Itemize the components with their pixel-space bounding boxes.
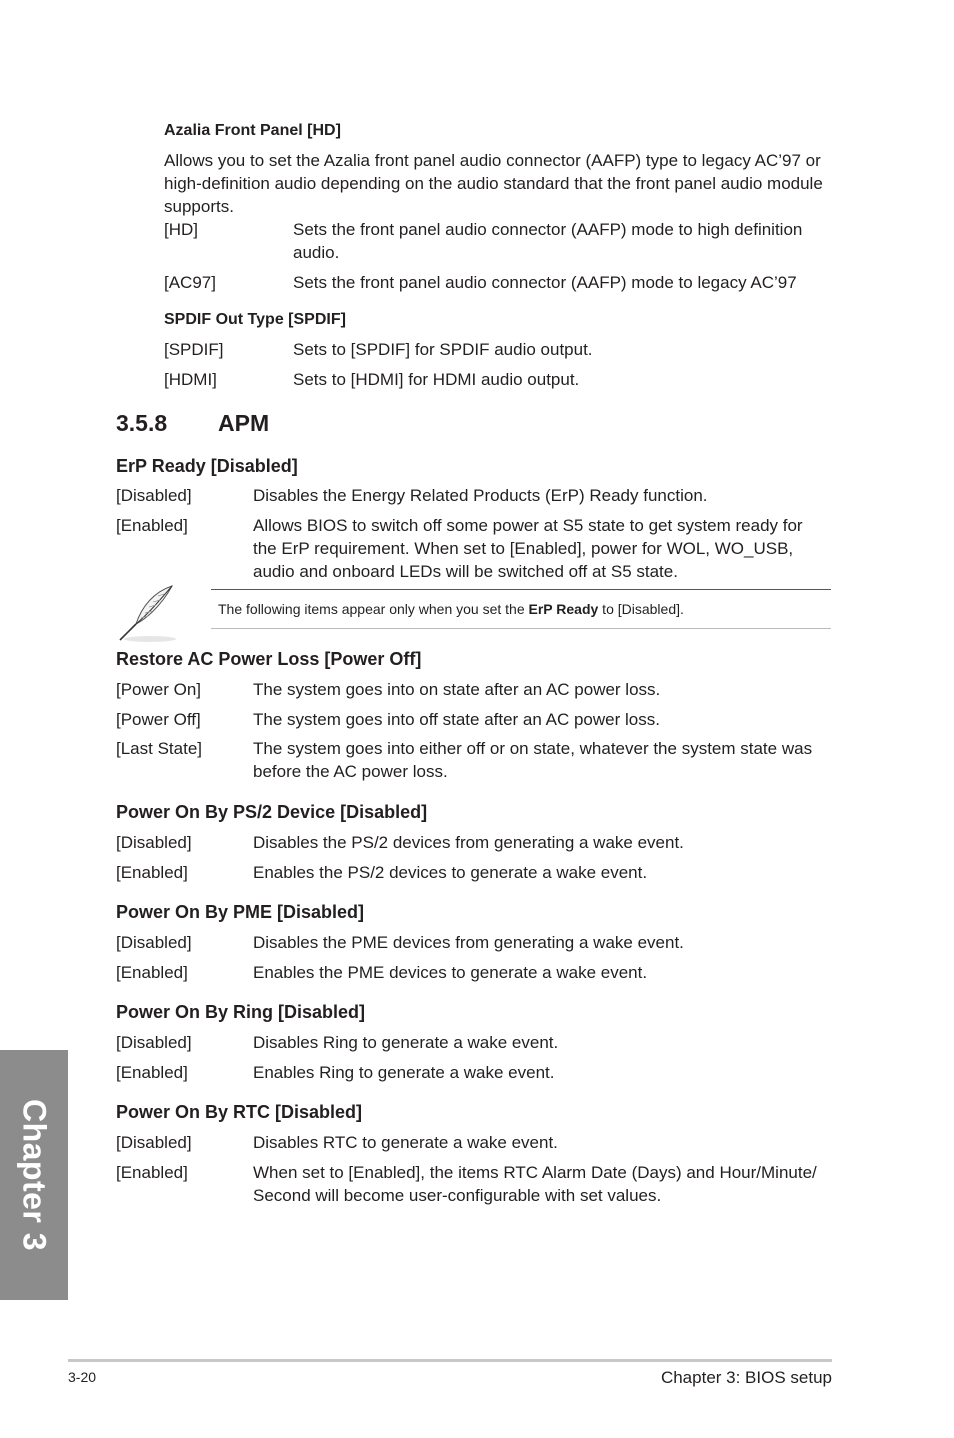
option-key: [Disabled] <box>116 933 192 952</box>
option-key: [SPDIF] <box>164 340 224 359</box>
option-value: Disables RTC to generate a wake event. <box>253 1133 558 1152</box>
option-key: [Enabled] <box>116 516 188 535</box>
feather-quill-icon <box>114 584 180 644</box>
rtc-heading: Power On By RTC [Disabled] <box>116 1102 363 1122</box>
option-value: Disables the Energy Related Products (ErP) Ready function. <box>253 486 708 505</box>
option-value: Disables the PME devices from generating a wake event. <box>253 933 684 952</box>
option-key: [Power Off] <box>116 710 201 729</box>
note-top-rule <box>211 589 831 590</box>
azalia-heading: Azalia Front Panel [HD] <box>164 122 341 139</box>
option-value: Allows BIOS to switch off some power at S5 state to get system ready for the ErP requirement. When set to [Enabled], power for WOL, WO_USB, audio and onboard LEDs will be switched off at S5 state. <box>253 516 803 581</box>
option-key: [Enabled] <box>116 1163 188 1182</box>
note-suffix: to [Disabled]. <box>598 601 684 617</box>
azalia-description: Allows you to set the Azalia front panel audio connector (AAFP) type to legacy AC’97 or high-definition audio depending on the audio standard that the front panel audio module supports. <box>164 151 823 216</box>
option-value: Enables Ring to generate a wake event. <box>253 1063 555 1082</box>
option-value: Enables the PME devices to generate a wake event. <box>253 963 648 982</box>
chapter-tab <box>0 1050 68 1300</box>
restore-ac-heading: Restore AC Power Loss [Power Off] <box>116 649 422 669</box>
option-key: [Enabled] <box>116 863 188 882</box>
option-key: [HDMI] <box>164 370 217 389</box>
option-value: The system goes into either off or on state, whatever the system state was before the AC power loss. <box>253 739 813 781</box>
ps2-heading: Power On By PS/2 Device [Disabled] <box>116 802 428 822</box>
option-value: Sets the front panel audio connector (AAFP) mode to legacy AC’97 <box>293 273 797 292</box>
option-key: [AC97] <box>164 273 216 292</box>
option-value: The system goes into on state after an AC power loss. <box>253 680 661 699</box>
note-bottom-rule <box>211 628 831 629</box>
option-value: When set to [Enabled], the items RTC Alarm Date (Days) and Hour/Minute/ Second will become user-configurable with set values. <box>253 1163 817 1205</box>
option-value: The system goes into off state after an AC power loss. <box>253 710 660 729</box>
option-value: Sets the front panel audio connector (AAFP) mode to high definition audio. <box>293 220 803 262</box>
note-prefix: The following items appear only when you set the <box>218 601 529 617</box>
section-title: APM <box>218 410 270 436</box>
option-value: Sets to [SPDIF] for SPDIF audio output. <box>293 340 593 359</box>
pme-heading: Power On By PME [Disabled] <box>116 902 365 922</box>
note-bold: ErP Ready <box>528 601 599 617</box>
section-number: 3.5.8 <box>116 410 168 436</box>
option-key: [Last State] <box>116 739 202 758</box>
option-key: [Disabled] <box>116 833 192 852</box>
chapter-tab-label: Chapter 3 <box>16 1098 53 1252</box>
erp-heading: ErP Ready [Disabled] <box>116 456 298 476</box>
note-text <box>218 600 684 618</box>
option-key: [Enabled] <box>116 963 188 982</box>
option-key: [Power On] <box>116 680 202 699</box>
option-value: Enables the PS/2 devices to generate a wake event. <box>253 863 648 882</box>
option-value: Sets to [HDMI] for HDMI audio output. <box>293 370 580 389</box>
footer-chapter-title: Chapter 3: BIOS setup <box>660 1368 832 1387</box>
footer-rule <box>68 1359 832 1362</box>
option-key: [Disabled] <box>116 486 192 505</box>
option-key: [Enabled] <box>116 1063 188 1082</box>
option-key: [Disabled] <box>116 1033 192 1052</box>
option-key: [HD] <box>164 220 198 239</box>
ring-heading: Power On By Ring [Disabled] <box>116 1002 366 1022</box>
page-number: 3-20 <box>68 1369 97 1385</box>
option-value: Disables the PS/2 devices from generating a wake event. <box>253 833 684 852</box>
option-key: [Disabled] <box>116 1133 192 1152</box>
spdif-heading: SPDIF Out Type [SPDIF] <box>164 311 346 328</box>
option-value: Disables Ring to generate a wake event. <box>253 1033 559 1052</box>
